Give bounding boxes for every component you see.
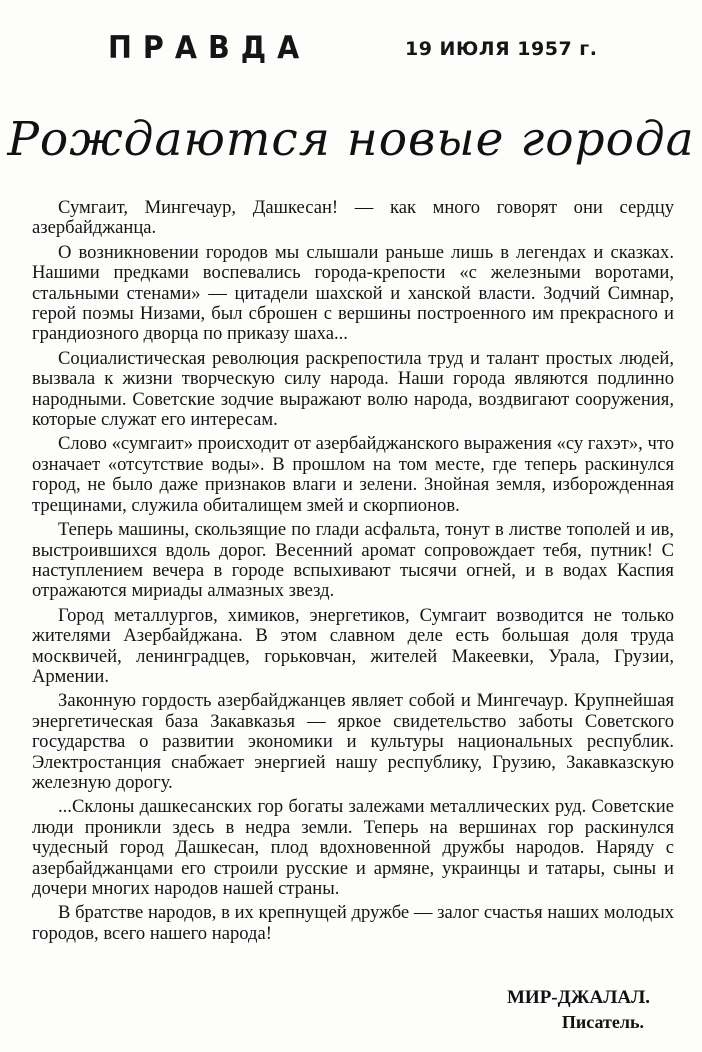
article-paragraph: Теперь машины, скользящие по глади асфальта, тонут в листве тополей и ив, выстроившихся вдоль дорог. Весенний аромат сопровождает тебя, путник! С наступлением вечера в городе вспыхивают тысячи огней, и в водах Каспия отражаются мириады алмазных звезд. bbox=[32, 519, 674, 602]
article-paragraph: О возникновении городов мы слышали раньше лишь в легендах и сказках. Нашими предками воспевались города-крепости «с железными воротами, стальными стенами» — цитадели шахской и ханской власти. Зодчий Симнар, герой поэмы Низами, был сброшен с вершины построенного им прекрасного и грандиозного дворца по приказу шаха... bbox=[32, 241, 674, 345]
article-paragraph: Законную гордость азербайджанцев являет собой и Мингечаур. Крупнейшая энергетическая база Закавказья — яркое свидетельство заботы Советского государства о развитии экономики и культуры национальных республик. Электростанция снабжает энергией нашу республику, Грузию, Закавказскую железную дорогу. bbox=[32, 690, 674, 793]
article-paragraph: Город металлургов, химиков, энергетиков, Сумгаит возводится не только жителями Азербайджана. В этом славном деле есть большая доля труда москвичей, ленинградцев, горьковчан, жителей Макеевки, Урала, Грузии, Армении. bbox=[32, 604, 674, 687]
article-paragraph: В братстве народов, в их крепнущей дружбе — залог счастья наших молодых городов, всего нашего народа! bbox=[32, 902, 674, 944]
article-body bbox=[32, 198, 674, 948]
article-paragraph: Слово «сумгаит» происходит от азербайджанского выражения «су гахэт», что означает «отсутствие воды». В прошлом на том месте, где теперь раскинулся город, не было даже признаков влаги и зелени. Знойная земля, изборожденная трещинами, служила обиталищем змей и скорпионов. bbox=[32, 433, 674, 516]
article-paragraph: Социалистическая революция раскрепостила труд и талант простых людей, вызвала к жизни творческую силу народа. Наши города являются подлинно народными. Советские зодчие выражают волю народа, воздвигают сооружения, которые служат его интересам. bbox=[32, 347, 674, 431]
article-headline: Рождаются новые города bbox=[7, 112, 695, 167]
author-role: Писатель. bbox=[561, 1012, 644, 1032]
article-paragraph: Сумгаит, Мингечаур, Дашкесан! — как много говорят они сердцу азербайджанца. bbox=[32, 197, 674, 239]
newspaper-title: ПРАВДА bbox=[108, 30, 311, 66]
author-name: МИР-ДЖАЛАЛ. bbox=[506, 987, 650, 1008]
author-signature bbox=[507, 986, 650, 1034]
article-paragraph: ...Склоны дашкесанских гор богаты залежами металлических руд. Советские люди проникли здесь в недра земли. Теперь на вершинах гор раскинулся чудесный город Дашкесан, плод вдохновенной дружбы народов. Наряду с азербайджанцами его строили русские и армяне, украинцы и татары, сыны и дочери многих народов нашей страны. bbox=[32, 796, 674, 899]
issue-date: 19 ИЮЛЯ 1957 г. bbox=[405, 38, 598, 60]
